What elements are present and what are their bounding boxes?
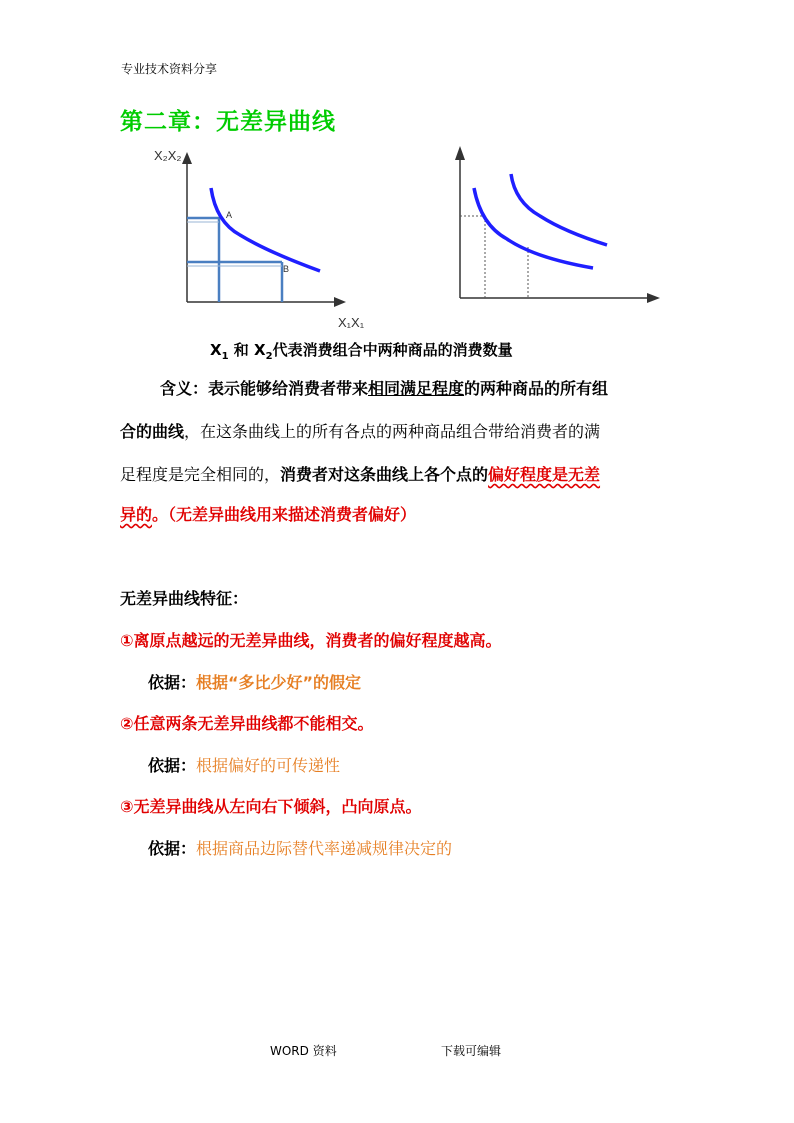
left-x-axis-arrow xyxy=(334,297,346,307)
definition-line-4: 异的。（无差异曲线用来描述消费者偏好） xyxy=(120,505,417,524)
definition-line-3: 足程度是完全相同的，消费者对这条曲线上各个点的偏好程度是无差 xyxy=(120,465,601,484)
left-xlabel: X₁X₁ xyxy=(338,315,365,330)
feature-1: ①离原点越远的无差异曲线，消费者的偏好程度越高。 xyxy=(120,631,502,650)
definition-line-2: 合的曲线，在这条曲线上的所有各点的两种商品组合带给消费者的满 xyxy=(120,422,601,441)
footer-right: 下载可编辑 xyxy=(441,1044,502,1058)
indifference-curve-higher xyxy=(511,174,607,245)
point-b-label: B xyxy=(283,264,290,274)
indifference-curve xyxy=(211,188,320,271)
page-header: 专业技术资料分享 xyxy=(121,62,218,76)
indifference-curve-figure-left xyxy=(140,140,380,340)
footer-left: WORD 资料 xyxy=(270,1044,337,1058)
feature-2: ②任意两条无差异曲线都不能相交。 xyxy=(120,714,374,733)
feature-2-basis: 依据：根据偏好的可传递性 xyxy=(148,756,341,775)
indifference-curve-figure-right xyxy=(445,140,670,305)
indifference-curve-lower xyxy=(474,188,593,268)
right-y-axis-arrow xyxy=(455,146,465,160)
feature-3: ③无差异曲线从左向右下倾斜，凸向原点。 xyxy=(120,797,422,816)
left-y-axis-arrow xyxy=(182,152,192,164)
chapter-title: 第二章：无差异曲线 xyxy=(120,109,336,135)
point-a-label: A xyxy=(226,210,233,220)
feature-3-basis: 依据：根据商品边际替代率递减规律决定的 xyxy=(148,839,453,858)
feature-1-basis: 依据：根据“多比少好”的假定 xyxy=(148,673,362,692)
right-x-axis-arrow xyxy=(647,293,660,303)
definition-line-1: 含义：表示能够给消费者带来相同满足程度的两种商品的所有组 xyxy=(160,379,609,398)
figure-caption: $X_1$ 和 $X_2$代表消费组合中两种商品的消费数量 xyxy=(210,341,513,362)
left-ylabel: X₂X₂ xyxy=(154,148,182,163)
features-heading: 无差异曲线特征： xyxy=(120,589,249,608)
